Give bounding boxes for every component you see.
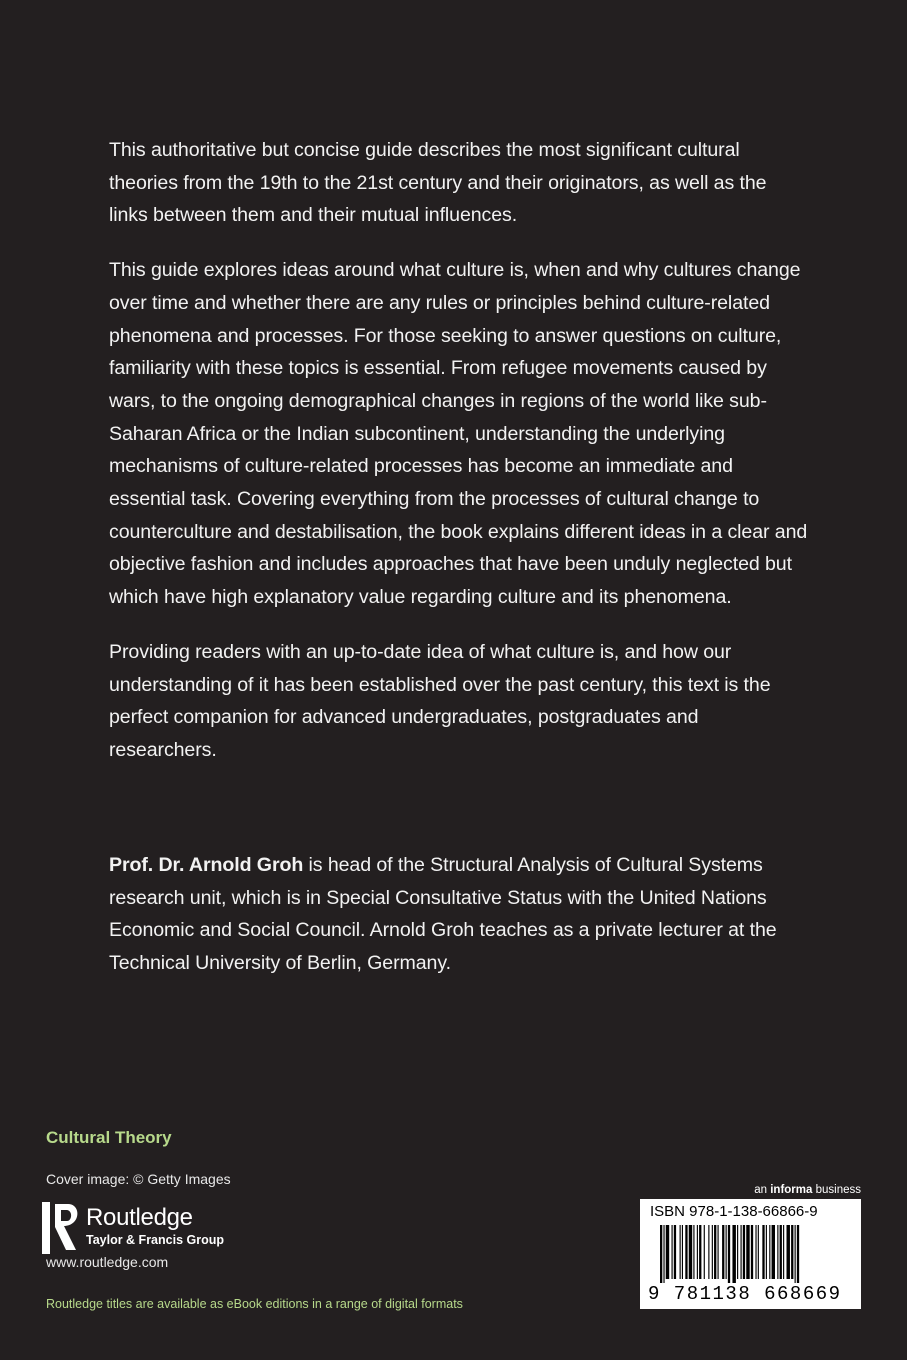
barcode-bar	[663, 1225, 664, 1283]
barcode-bar	[755, 1225, 756, 1279]
barcode-bar	[737, 1225, 738, 1279]
barcode-bar	[682, 1225, 683, 1279]
cover-credit: Cover image: © Getty Images	[46, 1171, 231, 1187]
barcode-bar	[791, 1225, 793, 1279]
description-paragraph-1: This authoritative but concise guide describes the most significant cultural theories from the 19th to the 21st century and their originators, as well as the links between them and their mutual influences.	[109, 139, 767, 227]
publisher-website[interactable]: www.routledge.com	[46, 1254, 169, 1270]
series-title: Cultural Theory	[46, 1128, 172, 1147]
barcode-bar	[726, 1225, 727, 1279]
barcode-bar	[787, 1225, 790, 1279]
barcode-bar	[728, 1225, 730, 1283]
barcode-bar	[783, 1225, 784, 1279]
barcode-bar	[772, 1225, 775, 1279]
barcode-bar	[704, 1225, 705, 1279]
informa-business-tag	[754, 1184, 861, 1196]
barcode-bar	[743, 1225, 745, 1279]
author-bio	[109, 849, 809, 980]
barcode-bar	[672, 1225, 673, 1279]
barcode-bar	[777, 1225, 778, 1279]
barcode-bar	[732, 1225, 735, 1283]
book-description	[109, 134, 809, 789]
barcode-bar	[708, 1225, 709, 1279]
barcode-bar	[769, 1225, 770, 1279]
barcode-bars	[660, 1225, 846, 1283]
barcode-bar	[680, 1225, 681, 1279]
isbn-label: ISBN 978-1-138-66866-9	[650, 1203, 818, 1220]
informa-prefix: an	[754, 1184, 771, 1196]
barcode-bar	[780, 1225, 782, 1279]
barcode-bar	[674, 1225, 676, 1279]
barcode-bar	[758, 1225, 759, 1279]
author-name: Prof. Dr. Arnold Groh	[109, 854, 304, 876]
publisher-block	[42, 1200, 262, 1254]
barcode-bar	[697, 1225, 698, 1279]
barcode-bar	[660, 1225, 662, 1283]
description-paragraph-2: This guide explores ideas around what culture is, when and why cultures change over time and whether there are any rules or principles behind culture-related phenomena and processes. For those seeking to answer questions on culture, familiarity with these topics is essential. From refugee movements caused by wars, to the ongoing demographical changes in regions of the world like sub-Saharan Africa or the Indian subcontinent, understanding the underlying mechanisms of culture-related processes has become an immediate and essential task. Covering everything from the processes of cultural change to counterculture and destabilisation, the book explains different ideas in a clear and objective fashion and includes approaches that have been unduly neglected but which have high explanatory value regarding culture and its phenomena.	[109, 259, 808, 609]
barcode-bar	[699, 1225, 701, 1279]
barcode-bar	[762, 1225, 764, 1279]
barcode-bar	[751, 1225, 753, 1279]
description-paragraph-3: Providing readers with an up-to-date idea of what culture is, and how our understanding of it has been established over the past century, this text is the perfect companion for advanced undergraduates, postgraduates and researchers.	[109, 640, 771, 761]
author-bio-paragraph	[109, 849, 809, 980]
routledge-logo-icon	[42, 1202, 82, 1254]
barcode-bar	[795, 1225, 796, 1283]
barcode-bar	[718, 1225, 719, 1279]
barcode-bar	[666, 1225, 669, 1279]
barcode-bar	[689, 1225, 692, 1279]
barcode-bar	[741, 1225, 742, 1279]
ebook-note: Routledge titles are available as eBook editions in a range of digital formats	[46, 1297, 463, 1311]
publisher-name: Routledge	[86, 1204, 193, 1231]
publisher-group: Taylor & Francis Group	[86, 1233, 224, 1247]
isbn-barcode	[640, 1199, 861, 1309]
barcode-bar	[722, 1225, 724, 1279]
author-bio-text: is head of the Structural Analysis of Cultural Systems research unit, which is in Special Consultative Status with the United Nations Economic and Social Council. Arnold Groh teaches as a private lecturer at the Technical University of Berlin, Germany.	[109, 854, 777, 975]
barcode-digits: 9 781138 668669	[648, 1283, 842, 1305]
barcode-bar	[714, 1225, 716, 1279]
barcode-bar	[685, 1225, 687, 1279]
barcode-bar	[693, 1225, 694, 1279]
barcode-bar	[766, 1225, 767, 1279]
informa-suffix: business	[812, 1184, 861, 1196]
barcode-bar	[746, 1225, 749, 1279]
barcode-bar	[797, 1225, 799, 1283]
informa-brand: informa	[770, 1184, 813, 1196]
barcode-bar	[712, 1225, 713, 1279]
